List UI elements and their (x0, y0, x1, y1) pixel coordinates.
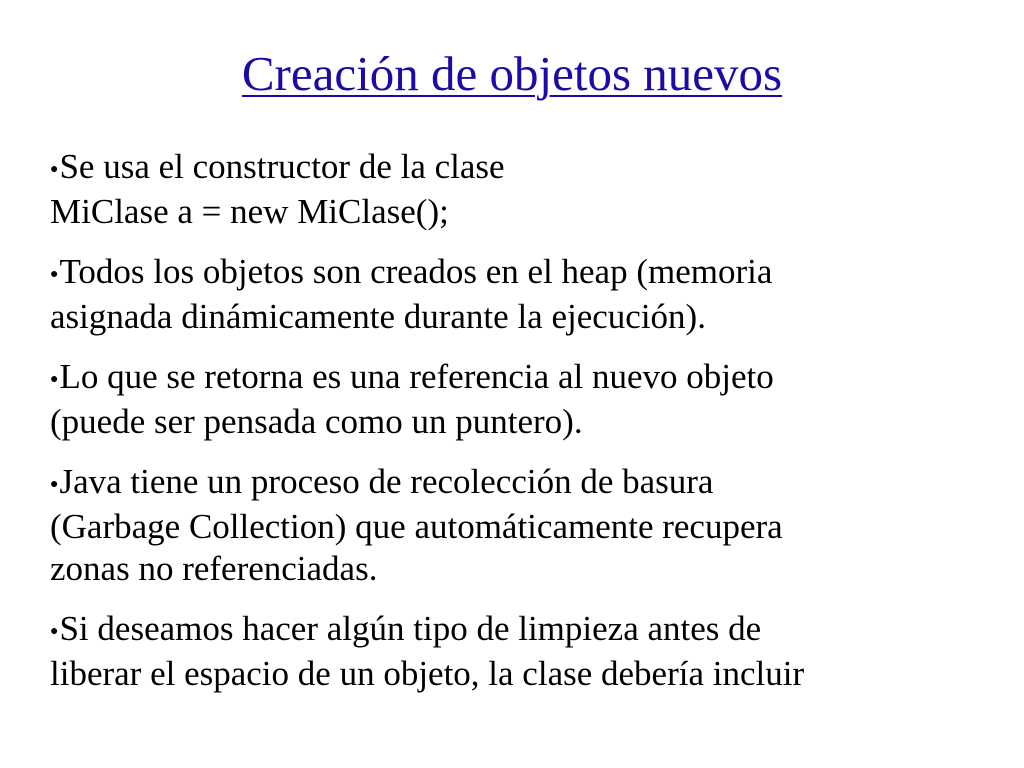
bullet-line: MiClase a = new MiClase(); (50, 191, 449, 231)
bullet-item (50, 356, 950, 443)
bullet-text: Lo que se retorna es una referencia al nuevo objeto (59, 356, 774, 396)
bullet-dot-icon: ● (50, 161, 59, 177)
bullet-text: Todos los objetos son creados en el heap (memoria (59, 251, 773, 291)
bullet-item (50, 461, 950, 590)
bullet-item (50, 608, 950, 695)
bullet-line (50, 146, 950, 191)
bullet-text: Java tiene un proceso de recolección de basura (59, 461, 714, 501)
bullet-line: zonas no referenciadas. (50, 548, 378, 588)
bullet-dot-icon: ● (50, 476, 59, 492)
bullet-text: Si deseamos hacer algún tipo de limpieza antes de (59, 608, 762, 648)
bullet-item (50, 251, 950, 338)
bullet-line (50, 251, 950, 296)
bullet-dot-icon: ● (50, 371, 59, 387)
bullet-line: asignada dinámicamente durante la ejecución). (50, 296, 706, 336)
bullet-list (50, 146, 950, 713)
bullet-line (50, 356, 950, 401)
bullet-line: (puede ser pensada como un puntero). (50, 401, 583, 441)
bullet-line (50, 461, 950, 506)
bullet-item (50, 146, 950, 233)
bullet-line: liberar el espacio de un objeto, la clase debería incluir (50, 653, 805, 693)
bullet-text: Se usa el constructor de la clase (59, 147, 505, 186)
bullet-dot-icon: ● (50, 623, 59, 639)
bullet-line (50, 608, 950, 653)
bullet-line: (Garbage Collection) que automáticamente recupera (50, 506, 783, 546)
slide-title: Creación de objetos nuevos (241, 46, 783, 101)
bullet-dot-icon: ● (50, 266, 59, 282)
